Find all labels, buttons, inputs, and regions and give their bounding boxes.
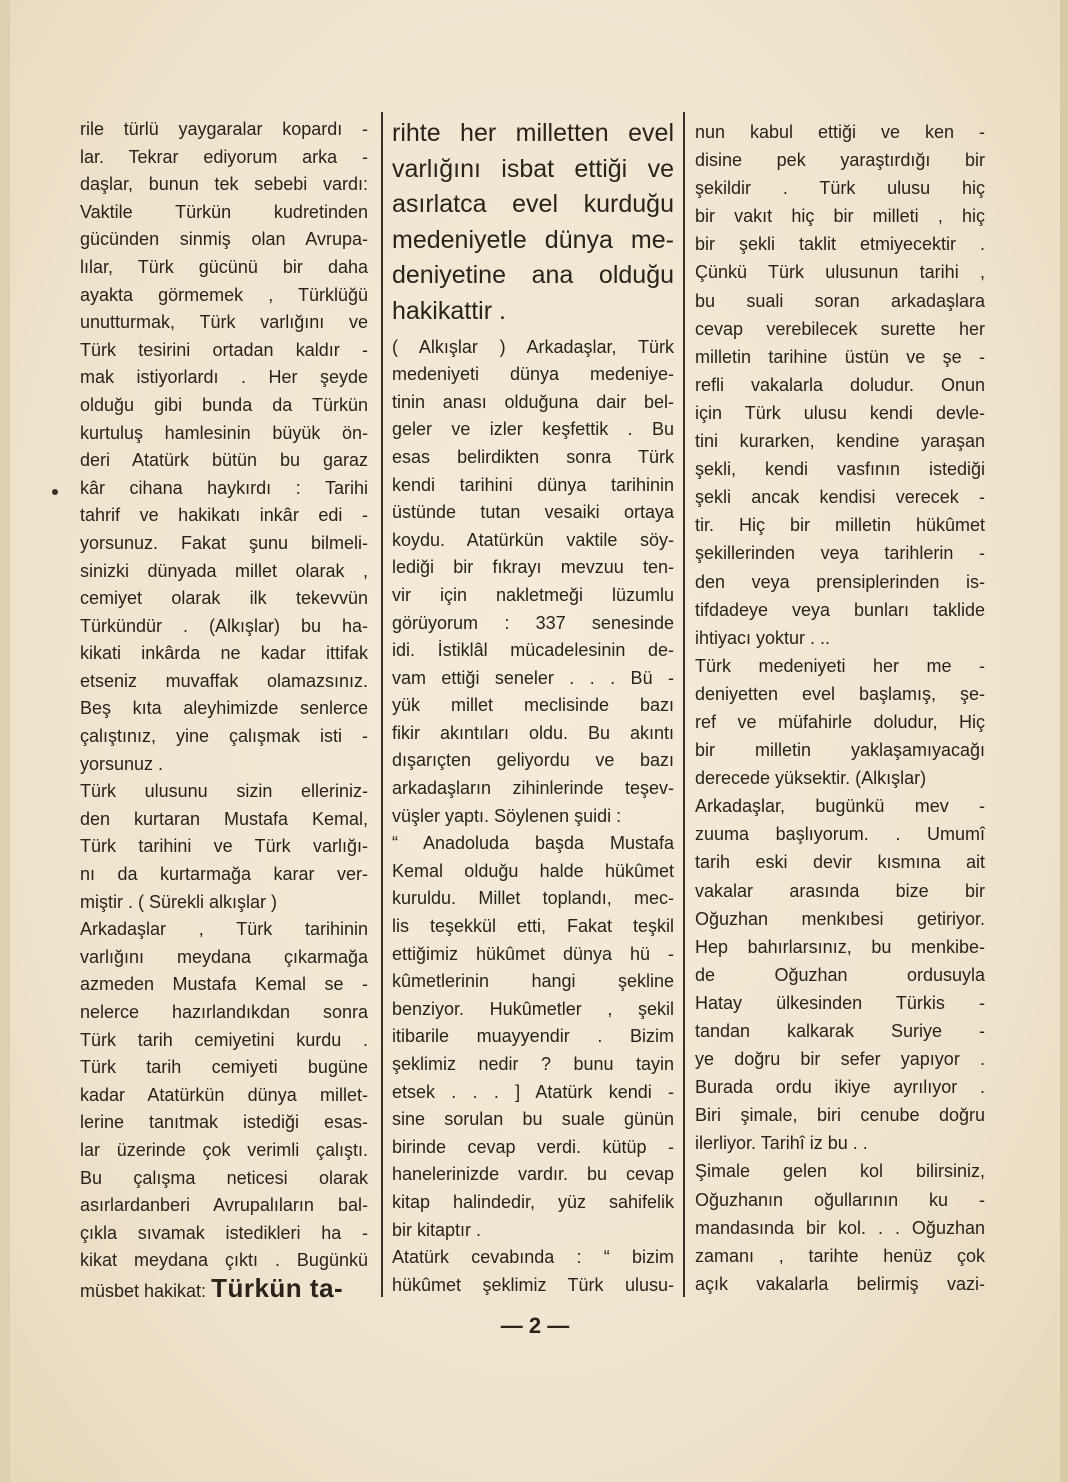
text-line: Türk tarih cemiyeti bugüne xyxy=(80,1057,368,1078)
text-fragment: müsbet hakikat: xyxy=(80,1280,207,1301)
text-line xyxy=(80,1272,368,1306)
column-divider-right xyxy=(683,112,685,1297)
text-line: zamanı , tarihte henüz çok xyxy=(695,1245,985,1266)
text-line: üstünde tutan vesaiki ortaya xyxy=(392,502,674,523)
emphasis-line: deniyetine ana olduğu xyxy=(392,261,674,290)
text-line: geler ve izler keşfettik . Bu xyxy=(392,419,674,440)
text-line: rile türlü yaygaralar kopardı - xyxy=(80,119,368,139)
text-line: kurtuluş hamlesinin büyük ön- xyxy=(80,422,368,443)
text-line: gücünden sinmiş olan Avrupa- xyxy=(80,229,368,250)
text-line: bir şekli taklit etmiyecektir . xyxy=(695,234,985,255)
text-line: sinizki dünyada millet olarak , xyxy=(80,560,368,581)
text-line: den veya prensiplerinden is- xyxy=(695,571,985,592)
text-line: ref ve müfahirle doludur, Hiç xyxy=(695,711,985,732)
text-line: tini kurarken, kendine yaraşan xyxy=(695,431,985,452)
text-line: Türk tarih cemiyetini kurdu . xyxy=(80,1029,368,1050)
text-line: bir milletin yaklaşamıyacağı xyxy=(695,740,985,761)
text-line: asırlardanberi Avrupalıların bal- xyxy=(80,1195,368,1216)
text-line: şekli ancak kendisi verecek - xyxy=(695,487,985,508)
text-line: Türk tarihini ve Türk varlığı- xyxy=(80,836,368,857)
text-line: de Oğuzhan ordusuyla xyxy=(695,964,985,985)
text-line: nelerce hazırlandıkdan sonra xyxy=(80,1002,368,1022)
text-line: Oğuzhan menkıbesi getiriyor. xyxy=(695,908,985,929)
text-line: ye doğru bir sefer yapıyor . xyxy=(695,1049,985,1070)
text-line: lediği bir fıkrayı mevzuu ten- xyxy=(392,557,674,578)
text-line: Arkadaşlar , Türk tarihinin xyxy=(80,919,368,940)
column-right xyxy=(695,118,985,1298)
text-line: lar. Tekrar ediyorum arka - xyxy=(80,146,368,167)
text-line: Bu çalışma neticesi olarak xyxy=(80,1167,368,1188)
text-line: deniyetten evel başlamış, şe- xyxy=(695,683,985,704)
text-line: Hep bahırlarsınız, bu menkibe- xyxy=(695,936,985,957)
text-line: arkadaşların zihinlerinde teşev- xyxy=(392,778,674,799)
text-line: tinin anası olduğuna dair bel- xyxy=(392,391,674,412)
text-line: zuuma başlıyorum. . Umumî xyxy=(695,824,985,845)
emphasis-line: rihte her milletten evel xyxy=(392,119,674,147)
text-line: idi. İstiklâl mücadelesinin de- xyxy=(392,640,674,661)
text-line: itibarile muayyendir . Bizim xyxy=(392,1026,674,1047)
text-line: hanelerinizde vardır. bu cevap xyxy=(392,1164,674,1185)
text-line: cevap verebilecek surette her xyxy=(695,318,985,339)
text-line: lis teşekkül etti, Fakat teşkil xyxy=(392,916,674,937)
text-line: kadar Atatürkün dünya millet- xyxy=(80,1084,368,1105)
text-line: kûmetlerinin hangi şekline xyxy=(392,971,674,992)
text-line: Şimale gelen kol bilirsiniz, xyxy=(695,1161,985,1182)
text-line: çalıştınız, yine çalışmak isti - xyxy=(80,726,368,747)
body-block xyxy=(392,334,674,1300)
text-line: için Türk ulusu kendi devle- xyxy=(695,402,985,423)
text-line: esas belirdikten sonra Türk xyxy=(392,446,674,467)
text-line: Kemal olduğu halde hükûmet xyxy=(392,860,674,881)
text-line: lılar, Türk gücünü bir daha xyxy=(80,256,368,277)
text-line: Türk tesirini ortadan kaldır - xyxy=(80,339,368,360)
text-line: tarih eski devir kısmına ait xyxy=(695,852,985,873)
text-line: Türkündür . (Alkışlar) bu ha- xyxy=(80,615,368,636)
text-line: vir için nakletmeği lüzumlu xyxy=(392,584,674,605)
text-line: Atatürk cevabında : “ bizim xyxy=(392,1247,674,1268)
column-left xyxy=(80,116,368,1306)
text-line: azmeden Mustafa Kemal se - xyxy=(80,974,368,995)
text-line: çıkla sıvamak istedikleri ha - xyxy=(80,1222,368,1243)
text-line: olduğu gibi bunda da Türkün xyxy=(80,394,368,415)
text-line: Türk medeniyeti her me - xyxy=(695,655,985,676)
emphasis-text: Türkün ta- xyxy=(211,1272,344,1303)
text-line: Arkadaşlar, bugünkü mev - xyxy=(695,796,985,817)
text-line: vakalar arasında bize bir xyxy=(695,880,985,901)
text-line: miştir . ( Sürekli alkışlar ) xyxy=(80,891,278,912)
text-line: Burada ordu ikiye ayrılıyor . xyxy=(695,1077,985,1098)
text-line: ( Alkışlar ) Arkadaşlar, Türk xyxy=(392,336,674,357)
text-line: “ Anadoluda başda Mustafa xyxy=(392,833,674,854)
text-line: koydu. Atatürkün vaktile söy- xyxy=(392,529,674,550)
text-line: ilerliyor. Tarihî iz bu . . xyxy=(695,1133,868,1154)
text-line: şeklimiz nedir ? bunu tayin xyxy=(392,1054,674,1074)
text-line: bu suali soran arkadaşlara xyxy=(695,290,985,311)
text-line: etseniz muvaffak olamazsınız. xyxy=(80,670,368,691)
text-line: benziyor. Hukûmetler , şekil xyxy=(392,998,674,1019)
text-line: tifdadeye veya bunları taklide xyxy=(695,599,985,620)
margin-mark xyxy=(52,489,58,495)
text-line: ettiğimiz hükûmet dünya hü - xyxy=(392,943,674,964)
text-line: kikati inkârda ne kadar ittifak xyxy=(80,643,368,664)
emphasis-block xyxy=(392,116,674,330)
text-line: şekildir . Türk ulusu hiç xyxy=(695,178,985,199)
text-line: vam ettiği seneler . . . Bü - xyxy=(392,667,674,688)
text-line: mandasında bir kol. . . Oğuzhan xyxy=(695,1217,985,1238)
text-line: daşlar, bunun tek sebebi vardı: xyxy=(80,174,368,195)
text-line: Vaktile Türkün kudretinden xyxy=(80,201,368,222)
text-line: cemiyet olarak ilk tekevvün xyxy=(80,588,368,609)
page-edge-left xyxy=(0,0,10,1482)
text-line: Türk ulusunu sizin elleriniz- xyxy=(80,781,368,802)
text-line: unutturmak, Türk varlığını ve xyxy=(80,312,368,333)
text-line: ihtiyacı yoktur . .. xyxy=(695,627,831,648)
text-line: lar üzerinde çok verimli çalıştı. xyxy=(80,1139,368,1160)
text-line: tahrif ve hakikatı inkâr edi - xyxy=(80,505,368,526)
text-line: den kurtaran Mustafa Kemal, xyxy=(80,808,368,829)
text-line: mak istiyorlardı . Her şeyde xyxy=(80,367,368,388)
column-divider-left xyxy=(381,112,383,1297)
text-line: tir. Hiç bir milletin hükûmet xyxy=(695,515,985,536)
text-line: Beş kıta aleyhimizde senlerce xyxy=(80,698,368,719)
text-line: tandan kalkarak Suriye - xyxy=(695,1021,985,1041)
text-line: yorsunuz . xyxy=(80,753,164,774)
text-line: varlığını meydana çıkarmağa xyxy=(80,946,368,967)
page-number: — 2 — xyxy=(500,1313,570,1338)
text-line: etsek . . . ] Atatürk kendi - xyxy=(392,1081,674,1102)
emphasis-line: asırlatca evel kurduğu xyxy=(392,190,674,219)
emphasis-line: medeniyetle dünya me- xyxy=(392,225,674,254)
text-line: dışarıçten geliyordu ve bazı xyxy=(392,750,674,771)
text-line: yük millet meclisinde bazı xyxy=(392,695,674,716)
column-middle xyxy=(392,116,674,1299)
text-line: yorsunuz. Fakat şunu bilmeli- xyxy=(80,532,368,553)
text-line: refli vakalarla doludur. Onun xyxy=(695,374,985,395)
text-line: görüyorum : 337 senesinde xyxy=(392,612,674,633)
text-line: Çünkü Türk ulusunun tarihi , xyxy=(695,262,985,283)
text-line: Biri şimale, biri cenube doğru xyxy=(695,1105,985,1126)
text-line: derecede yüksektir. (Alkışlar) xyxy=(695,768,927,789)
text-line: kitap halindedir, yüz sahifelik xyxy=(392,1191,674,1212)
text-line: kikat meydana çıktı . Bugünkü xyxy=(80,1250,368,1271)
text-line: şekillerinden veya tarihlerin - xyxy=(695,543,985,564)
text-line: kuruldu. Millet toplandı, mec- xyxy=(392,888,674,909)
text-line: şekli, kendi vasfının istediği xyxy=(695,459,985,480)
text-line: bir kitaptır . xyxy=(392,1219,482,1240)
text-line: nun kabul ettiği ve ken - xyxy=(695,122,985,142)
text-line: açık vakalarla belirmiş vazi- xyxy=(695,1273,985,1294)
text-line: birinde cevap verdi. kütüp - xyxy=(392,1136,674,1157)
emphasis-line: varlığını isbat ettiği ve xyxy=(392,154,674,183)
text-line: vüşler yaptı. Söylenen şuidi : xyxy=(392,805,622,826)
text-line: deri Atatürk bütün bu garaz xyxy=(80,450,368,471)
text-line: nı da kurtarmağa karar ver- xyxy=(80,864,368,885)
text-line: sine sorulan bu suale günün xyxy=(392,1109,674,1130)
text-line: disine pek yaraştırdığı bir xyxy=(695,150,985,171)
text-line: kâr cihana haykırdı : Tarihi xyxy=(80,477,368,498)
page-edge-right xyxy=(1060,0,1068,1482)
text-line: fikir akıntıları oldu. Bu akıntı xyxy=(392,722,674,743)
text-line: Oğuzhanın oğullarının ku - xyxy=(695,1189,985,1210)
text-line: ayakta görmemek , Türklüğü xyxy=(80,284,368,305)
text-line: bir vakıt hiç bir milleti , hiç xyxy=(695,206,985,227)
text-line: Hatay ülkesinden Türkis - xyxy=(695,992,985,1013)
text-line: milletin tarihine üstün ve şe - xyxy=(695,346,985,367)
text-line: medeniyeti dünya medeniye- xyxy=(392,364,674,385)
text-line: kendi tarihini dünya tarihinin xyxy=(392,474,674,495)
text-line: hükûmet şeklimiz Türk ulusu- xyxy=(392,1274,674,1295)
text-line: lerine tanıtmak istediği esas- xyxy=(80,1112,368,1133)
emphasis-line: hakikattir . xyxy=(392,296,506,325)
